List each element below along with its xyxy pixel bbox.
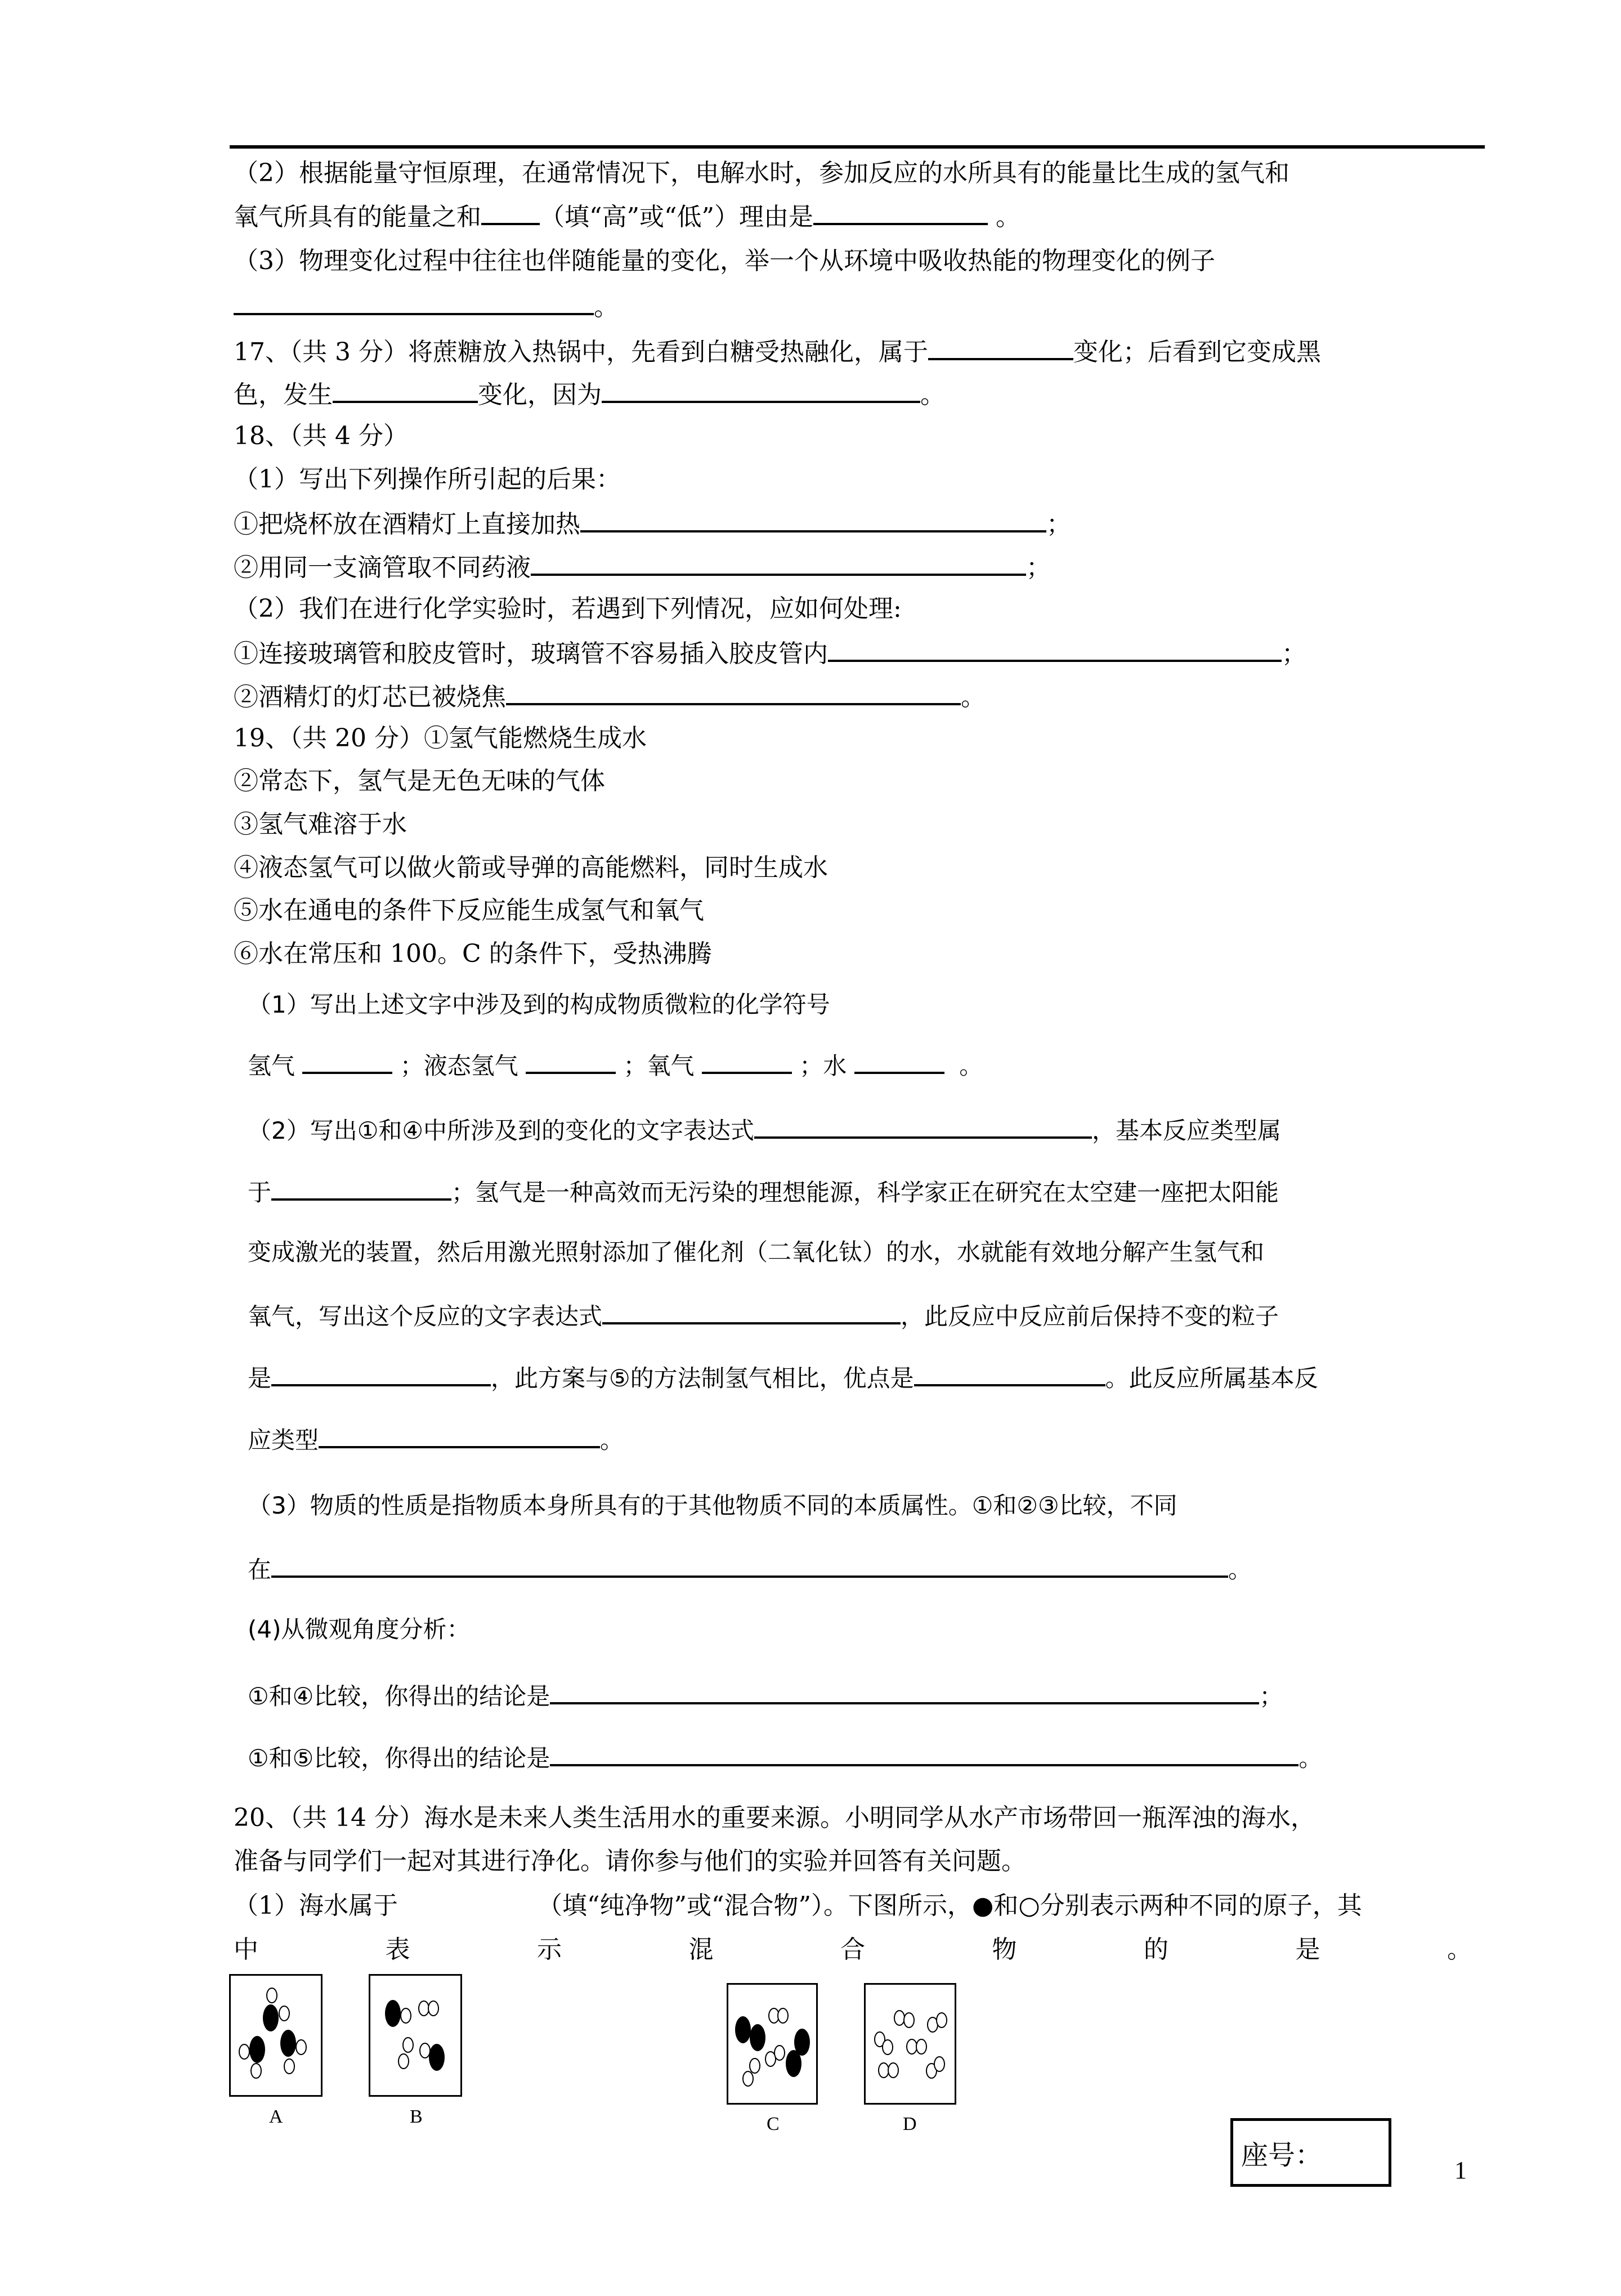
white-atom — [879, 2063, 889, 2078]
white-atom — [907, 2039, 917, 2054]
field-label-hydrogen: 氢气 — [248, 1052, 295, 1080]
white-atom — [904, 2013, 914, 2028]
white-atom — [934, 2057, 944, 2071]
q19-part4-title: (4)从微观角度分析： — [248, 1615, 471, 1643]
q17-text: 色，发生 — [234, 381, 333, 409]
q18-text: ； — [1282, 639, 1306, 668]
q16-answer-blank-1[interactable] — [481, 198, 540, 225]
q19-reaction-type-blank-2[interactable] — [319, 1421, 600, 1448]
q18-answer-blank-2[interactable] — [531, 549, 1026, 576]
figure-c — [727, 1983, 818, 2105]
q20-char: 合 — [840, 1935, 865, 1964]
hydrogen-symbol-blank[interactable] — [302, 1047, 392, 1074]
q19-difference-blank[interactable] — [271, 1551, 1228, 1578]
black-atom — [249, 2036, 265, 2063]
q19-advantage-blank[interactable] — [914, 1359, 1105, 1386]
q19-part2-line5 — [248, 1359, 1318, 1395]
q19-word-equation-blank-1[interactable] — [754, 1112, 1092, 1139]
q17-answer-blank-3[interactable] — [602, 376, 920, 403]
q16-text: 氧气所具有的能量之和 — [234, 203, 481, 231]
header-rule — [230, 145, 1485, 149]
figure-a-label: A — [269, 2106, 283, 2127]
white-atom — [401, 2008, 411, 2023]
white-atom — [743, 2071, 753, 2086]
q18-part1-item2 — [234, 549, 1051, 585]
q18-text: ①连接玻璃管和胶皮管时，玻璃管不容易插入胶皮管内 — [234, 639, 828, 668]
q19-part2-line4 — [248, 1297, 1279, 1333]
q19-text: 氧气，写出这个反应的文字表达式 — [248, 1303, 603, 1330]
q19-text: 在 — [248, 1556, 272, 1583]
white-atom — [284, 2059, 294, 2074]
q16-part3-line1: （3）物理变化过程中往往也伴随能量的变化，举一个从环境中吸收热能的物理变化的例子 — [234, 247, 1215, 275]
q19-conclusion-blank-2[interactable] — [550, 1739, 1298, 1766]
white-atom — [888, 2063, 898, 2078]
q20-char: 。 — [1447, 1935, 1472, 1964]
white-atom — [916, 2039, 926, 2054]
q19-unchanged-particle-blank[interactable] — [271, 1359, 491, 1386]
q19-conclusion-blank-1[interactable] — [550, 1677, 1259, 1704]
q19-text: ，基本反应类型属 — [1092, 1117, 1282, 1144]
q17-line2 — [234, 376, 945, 412]
figure-b-label: B — [410, 2106, 423, 2127]
q17-answer-blank-1[interactable] — [928, 333, 1073, 360]
q20-char: 示 — [537, 1935, 562, 1964]
q18-answer-blank-3[interactable] — [828, 635, 1282, 662]
black-atom — [429, 2044, 445, 2071]
white-atom — [239, 2044, 249, 2059]
black-atom — [385, 2000, 401, 2027]
q18-answer-blank-4[interactable] — [506, 678, 961, 705]
q19-part1: （1）写出上述文字中涉及到的构成物质微粒的化学符号 — [248, 991, 830, 1018]
q18-text: ②酒精灯的灯芯已被烧焦 — [234, 683, 506, 711]
q19-part2-line3: 变成激光的装置，然后用激光照射添加了催化剂（二氧化钛）的水，水就能有效地分解产生氢气和 — [248, 1238, 1265, 1266]
white-atom — [774, 2046, 785, 2060]
q18-part1: （1）写出下列操作所引起的后果： — [234, 465, 621, 494]
white-atom — [428, 2001, 438, 2016]
q19-text: 。 — [1298, 1744, 1323, 1772]
liquid-hydrogen-symbol-blank[interactable] — [526, 1047, 616, 1074]
q19-title: 19、（共 20 分）①氢气能燃烧生成水 — [234, 724, 647, 753]
figure-d-label: D — [903, 2114, 917, 2134]
q19-part4-item1 — [248, 1677, 1283, 1713]
q18-part2: （2）我们在进行化学实验时，若遇到下列情况，应如何处理: — [234, 594, 902, 623]
white-atom — [420, 2043, 430, 2058]
q19-text: 于 — [248, 1179, 272, 1206]
q17-text: 变化；后看到它变成黑 — [1073, 338, 1321, 366]
q19-text: 。 — [1228, 1556, 1252, 1583]
q19-fact: ⑤水在通电的条件下反应能生成氢气和氧气 — [234, 896, 704, 925]
q20-part1-line2 — [234, 1933, 1472, 1967]
q19-reaction-type-blank-1[interactable] — [271, 1174, 451, 1201]
white-atom — [296, 2040, 306, 2055]
q20-line2: 准备与同学们一起对其进行净化。请你参与他们的实验并回答有关问题。 — [234, 1847, 1026, 1876]
q19-fact: ⑥水在常压和 100。C 的条件下，受热沸腾 — [234, 939, 712, 968]
black-atom — [280, 2030, 296, 2057]
q19-text: ，此反应中反应前后保持不变的粒子 — [901, 1303, 1279, 1330]
q16-part2-line2 — [234, 198, 1020, 234]
black-atom — [786, 2050, 801, 2077]
q19-text: （2）写出①和④中所涉及到的变化的文字表达式 — [248, 1117, 755, 1144]
q20-line1: 20、（共 14 分）海水是未来人类生活用水的重要来源。小明同学从水产市场带回一瓶浑浊的海水， — [234, 1803, 1315, 1832]
field-label-liquid-hydrogen: ；液态氢气 — [400, 1052, 518, 1080]
q19-text: ①和④比较，你得出的结论是 — [248, 1682, 550, 1710]
q19-text: 是 — [248, 1364, 272, 1392]
q20-text: （1）海水属于 — [234, 1891, 398, 1920]
q16-text: 。 — [594, 293, 619, 321]
white-atom — [251, 2064, 261, 2078]
q19-part2-line1 — [248, 1112, 1281, 1148]
field-label-oxygen: ；氧气 — [623, 1052, 695, 1080]
q19-part1-fields — [248, 1047, 983, 1083]
q17-text: 。 — [920, 381, 945, 409]
white-atom — [403, 2038, 413, 2052]
black-atom — [735, 2016, 751, 2043]
seat-number-label: 座号： — [1241, 2140, 1323, 2171]
q19-text: ；氢气是一种高效而无污染的理想能源，科学家正在研究在太空建一座把太阳能 — [451, 1179, 1279, 1206]
q19-text: 。 — [600, 1426, 624, 1454]
q18-answer-blank-1[interactable] — [580, 505, 1046, 532]
q19-text: ①和⑤比较，你得出的结论是 — [248, 1744, 550, 1772]
q20-text: （填“纯净物”或“混合物”）。下图所示，●和○分别表示两种不同的原子，其 — [538, 1891, 1362, 1920]
q19-word-equation-blank-2[interactable] — [602, 1297, 901, 1324]
black-atom — [263, 2004, 279, 2031]
figure-a — [229, 1974, 323, 2097]
q19-fact: ③氢气难溶于水 — [234, 810, 407, 839]
q20-part1-line1 — [234, 1889, 1362, 1923]
q18-part2-item2 — [234, 678, 986, 714]
q20-char: 的 — [1144, 1935, 1168, 1964]
white-atom — [279, 2006, 289, 2021]
white-atom — [398, 2054, 409, 2069]
figure-c-label: C — [767, 2114, 780, 2134]
figure-b — [369, 1974, 462, 2097]
q16-answer-blank-2[interactable] — [813, 198, 988, 225]
q19-text: 。 — [959, 1052, 983, 1080]
q20-char: 物 — [992, 1935, 1017, 1964]
black-atom — [750, 2024, 765, 2051]
q19-text: 应类型 — [248, 1426, 319, 1454]
q19-part3-line1: （3）物质的性质是指物质本身所具有的于其他物质不同的本质属性。①和②③比较，不同 — [248, 1492, 1177, 1519]
page-number: 1 — [1454, 2156, 1467, 2184]
white-atom — [883, 2040, 893, 2055]
q17-line1 — [234, 333, 1321, 369]
q16-text: 。 — [987, 203, 1020, 231]
q16-text: （填“高”或“低”）理由是 — [540, 203, 813, 231]
white-atom — [750, 2058, 760, 2073]
q19-part2-line2 — [248, 1174, 1279, 1210]
q17-answer-blank-2[interactable] — [333, 376, 478, 403]
water-symbol-blank[interactable] — [854, 1047, 944, 1074]
q20-char: 是 — [1295, 1935, 1320, 1964]
q17-text: 17、（共 3 分）将蔗糖放入热锅中，先看到白糖受热融化，属于 — [234, 338, 928, 366]
q16-answer-blank-3[interactable] — [234, 288, 594, 315]
figure-d — [864, 1983, 956, 2105]
q20-char: 混 — [688, 1935, 714, 1964]
q18-title: 18、（共 4 分） — [234, 422, 408, 450]
q18-text: ①把烧杯放在酒精灯上直接加热 — [234, 510, 580, 539]
q20-char: 表 — [385, 1935, 410, 1964]
q18-part1-item1 — [234, 505, 1071, 541]
white-atom — [894, 2011, 904, 2025]
q19-fact: ②常态下，氢气是无色无味的气体 — [234, 767, 605, 795]
q19-part2-line6 — [248, 1421, 624, 1457]
q18-text: ②用同一支滴管取不同药液 — [234, 553, 531, 582]
q19-fact: ④液态氢气可以做火箭或导弹的高能燃料，同时生成水 — [234, 853, 828, 882]
q19-text: ，此方案与⑤的方法制氢气相比，优点是 — [491, 1364, 914, 1392]
white-atom — [419, 2001, 429, 2016]
white-atom — [937, 2013, 947, 2028]
q19-text: 。此反应所属基本反 — [1105, 1364, 1318, 1392]
oxygen-symbol-blank[interactable] — [702, 1047, 792, 1074]
q19-part4-item2 — [248, 1739, 1322, 1775]
q19-part3-line2 — [248, 1551, 1252, 1587]
q18-text: ； — [1026, 553, 1051, 582]
white-atom — [267, 1988, 277, 2003]
q19-text: ； — [1259, 1682, 1283, 1710]
q18-part2-item1 — [234, 635, 1306, 671]
q18-text: 。 — [961, 683, 986, 711]
q16-part3-line2 — [234, 288, 619, 324]
q16-part2-line1: （2）根据能量守恒原理，在通常情况下，电解水时，参加反应的水所具有的能量比生成的氢气和 — [234, 159, 1289, 187]
q17-text: 变化，因为 — [478, 381, 602, 409]
white-atom — [778, 2008, 788, 2023]
q18-text: ； — [1046, 510, 1071, 539]
q20-char: 中 — [234, 1935, 258, 1964]
field-label-water: ；水 — [799, 1052, 847, 1080]
